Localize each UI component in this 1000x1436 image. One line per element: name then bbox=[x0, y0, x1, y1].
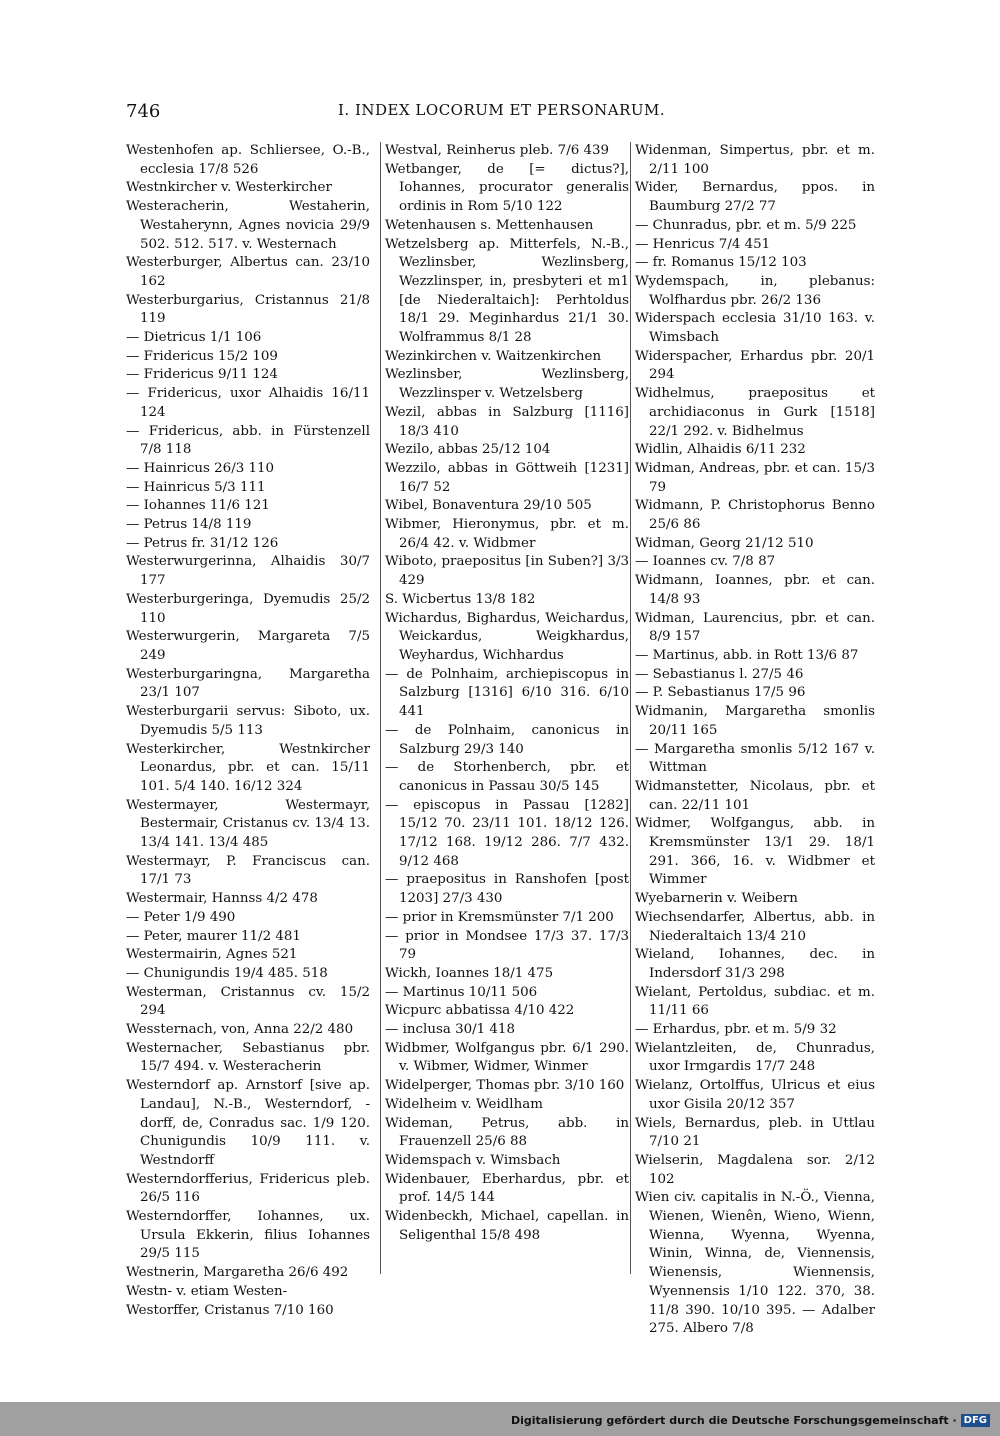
index-entry: Wicpurc abbatissa 4/10 422 bbox=[385, 1003, 575, 1019]
index-entry: — Fridericus, uxor Alhaidis 16/11 124 bbox=[126, 386, 370, 420]
index-entry: — Petrus fr. 31/12 126 bbox=[126, 535, 279, 551]
index-entry: Wieland, Iohannes, dec. in Indersdorf 31/3 298 bbox=[635, 947, 875, 981]
index-entry: Wichardus, Bighardus, Weichardus, Weickardus, Weigkhardus, Weyhardus, Wichhardus bbox=[385, 610, 629, 663]
index-entry: Wiboto, praepositus [in Suben?] 3/3 429 bbox=[385, 554, 629, 589]
index-entry: — de Polnhaim, archiepiscopus in Salzburg [1316] 6/10 316. 6/10 441 bbox=[385, 666, 629, 720]
index-entry: — inclusa 30/1 418 bbox=[385, 1022, 515, 1038]
index-entry: Wideman, Petrus, abb. in Frauenzell 25/6 88 bbox=[385, 1115, 629, 1150]
index-entry: Widenbauer, Eberhardus, pbr. et prof. 14/5 144 bbox=[385, 1171, 629, 1206]
index-entry: Westermairin, Agnes 521 bbox=[126, 947, 298, 963]
index-entry: — prior in Mondsee 17/3 37. 17/3 79 bbox=[385, 928, 629, 963]
index-entry: Wider, Bernardus, ppos. in Baumburg 27/2 77 bbox=[635, 180, 875, 215]
index-entry: Widman, Laurencius, pbr. et can. 8/9 157 bbox=[635, 610, 875, 645]
index-entry: Westerburgarii servus: Siboto, ux. Dyemudis 5/5 113 bbox=[126, 704, 370, 738]
dfg-logo-icon: DFG bbox=[961, 1414, 990, 1427]
index-entry: — Peter 1/9 490 bbox=[126, 909, 236, 925]
index-entry: Wielant, Pertoldus, subdiac. et m. 11/11 66 bbox=[635, 984, 875, 1019]
index-entry: — praepositus in Ranshofen [post 1203] 27/3 430 bbox=[385, 872, 629, 907]
index-entry: Widmanin, Margaretha smonlis 20/11 165 bbox=[635, 704, 875, 738]
index-entry: Widmanstetter, Nicolaus, pbr. et can. 22/11 101 bbox=[635, 778, 875, 813]
index-entry: Wezilo, abbas 25/12 104 bbox=[385, 442, 551, 458]
index-entry: Wetzelsberg ap. Mitterfels, N.-B., Wezlinsber, Wezlinsberg, Wezzlinsper, in, presbyteri et m1 [de Niederaltaich]: Perhtoldus 18/1 29. Meginhardus 21/1 30. Wolframmus 8/1 28 bbox=[385, 236, 629, 346]
index-entry: Westermayer, Westermayr, Bestermair, Cristanus cv. 13/4 13. 13/4 141. 13/4 485 bbox=[126, 797, 370, 851]
index-entry: — Iohannes 11/6 121 bbox=[126, 498, 270, 514]
index-entry: — de Polnhaim, canonicus in Salzburg 29/3 140 bbox=[385, 722, 629, 757]
index-entry: Wiels, Bernardus, pleb. in Uttlau 7/10 21 bbox=[635, 1115, 875, 1150]
index-entry: Westerndorf ap. Arnstorf [sive ap. Landau], N.-B., Westerndorf, -dorff, de, Conradus sac. 1/9 120. Chunigundis 10/9 111. v. Westndorff bbox=[126, 1078, 370, 1168]
index-entry: Wetbanger, de [= dictus?], Iohannes, procurator generalis ordinis in Rom 5/10 122 bbox=[385, 161, 629, 215]
page-number: 746 bbox=[126, 101, 161, 122]
index-entry: Wessternach, von, Anna 22/2 480 bbox=[126, 1022, 354, 1038]
index-entry: — de Storhenberch, pbr. et canonicus in Passau 30/5 145 bbox=[385, 760, 629, 794]
index-entry: Westerndorfferius, Fridericus pleb. 26/5 116 bbox=[126, 1171, 370, 1206]
index-column-3 bbox=[630, 142, 875, 1337]
index-entry: Wibmer, Hieronymus, pbr. et m. 26/4 42. v. Widbmer bbox=[385, 517, 629, 551]
index-entry: Widemspach v. Wimsbach bbox=[385, 1152, 561, 1168]
index-entry: Wydemspach, in, plebanus: Wolfhardus pbr. 26/2 136 bbox=[635, 273, 875, 308]
index-entry: Widhelmus, praepositus et archidiaconus in Gurk [1518] 22/1 292. v. Bidhelmus bbox=[635, 386, 875, 439]
index-entry: — Fridericus 9/11 124 bbox=[126, 367, 278, 383]
index-entry: — Henricus 7/4 451 bbox=[635, 236, 771, 252]
index-entry: Westerndorffer, Iohannes, ux. Ursula Ekkerin, filius Iohannes 29/5 115 bbox=[126, 1209, 370, 1262]
index-entry: — episcopus in Passau [1282] 15/12 70. 23/11 101. 18/12 126. 17/12 168. 19/12 286. 7/7 432. 9/12 468 bbox=[385, 797, 629, 869]
index-entry: Widenbeckh, Michael, capellan. in Seligenthal 15/8 498 bbox=[385, 1209, 629, 1243]
index-entry: Wezil, abbas in Salzburg [1116] 18/3 410 bbox=[385, 404, 629, 439]
index-entry: — fr. Romanus 15/12 103 bbox=[635, 255, 807, 271]
index-entry: Widerspacher, Erhardus pbr. 20/1 294 bbox=[635, 348, 875, 383]
index-entry: Wielanz, Ortolffus, Ulricus et eius uxor Gisila 20/12 357 bbox=[635, 1078, 875, 1112]
index-entry: — Chunigundis 19/4 485. 518 bbox=[126, 965, 328, 981]
index-entry: Westerwurgerinna, Alhaidis 30/7 177 bbox=[126, 554, 370, 589]
index-entry: Westermair, Hannss 4/2 478 bbox=[126, 891, 318, 907]
index-entry: — Petrus 14/8 119 bbox=[126, 517, 252, 533]
index-entry: Widlin, Alhaidis 6/11 232 bbox=[635, 442, 806, 458]
index-entry: Westnerin, Margaretha 26/6 492 bbox=[126, 1265, 349, 1281]
index-entry: Westenhofen ap. Schliersee, O.-B., ecclesia 17/8 526 bbox=[126, 143, 370, 177]
index-entry: — prior in Kremsmünster 7/1 200 bbox=[385, 909, 614, 925]
index-column-1 bbox=[126, 142, 370, 1320]
index-entry: Wien civ. capitalis in N.-Ö., Vienna, Wienen, Wienên, Wieno, Wienn, Wienna, Wyenna, Wyenna, Winin, Winna, de, Viennensis, Wienensis, Wiennensis, Wyennensis 1/10 122. 370, 38. 11/8 390. 10/10 395. — Adalber 275. Albero 7/8 bbox=[635, 1190, 875, 1337]
index-entry: — Hainricus 26/3 110 bbox=[126, 460, 275, 476]
index-entry: Wyebarnerin v. Weibern bbox=[635, 891, 798, 907]
index-entry: — Erhardus, pbr. et m. 5/9 32 bbox=[635, 1022, 837, 1038]
index-entry: Widmann, P. Christophorus Benno 25/6 86 bbox=[635, 498, 875, 533]
index-entry: Wickh, Ioannes 18/1 475 bbox=[385, 965, 554, 981]
index-column-2 bbox=[380, 142, 629, 1274]
index-entry: — Fridericus 15/2 109 bbox=[126, 348, 278, 364]
index-entry: — Fridericus, abb. in Fürstenzell 7/8 118 bbox=[126, 423, 370, 458]
index-entry: Wielantzleiten, de, Chunradus, uxor Irmgardis 17/7 248 bbox=[635, 1040, 875, 1075]
index-entry: Wetenhausen s. Mettenhausen bbox=[385, 217, 594, 233]
index-entry: Westerburgarius, Cristannus 21/8 119 bbox=[126, 292, 370, 327]
running-head: I. INDEX LOCORUM ET PERSONARUM. bbox=[338, 101, 666, 119]
index-entry: Westnkircher v. Westerkircher bbox=[126, 180, 332, 196]
index-entry: Wezlinsber, Wezlinsberg, Wezzlinsper v. Wetzelsberg bbox=[385, 367, 629, 402]
index-entry: — Hainricus 5/3 111 bbox=[126, 479, 266, 495]
index-entry: S. Wicbertus 13/8 182 bbox=[385, 591, 536, 607]
index-entry: Westerburgeringa, Dyemudis 25/2 110 bbox=[126, 591, 370, 626]
index-entry: Widmann, Ioannes, pbr. et can. 14/8 93 bbox=[635, 573, 875, 607]
index-entry: — Martinus, abb. in Rott 13/6 87 bbox=[635, 647, 859, 663]
index-entry: Wielserin, Magdalena sor. 2/12 102 bbox=[635, 1152, 875, 1187]
index-entry: Widerspach ecclesia 31/10 163. v. Wimsbach bbox=[635, 311, 875, 346]
funding-credit bbox=[511, 1414, 990, 1427]
index-entry: Wibel, Bonaventura 29/10 505 bbox=[385, 498, 592, 514]
index-entry: — Ioannes cv. 7/8 87 bbox=[635, 554, 776, 570]
index-entry: Westerkircher, Westnkircher Leonardus, pbr. et can. 15/11 101. 5/4 140. 16/12 324 bbox=[126, 741, 370, 794]
credit-text: Digitalisierung gefördert durch die Deutsche Forschungsgemeinschaft · bbox=[510, 1414, 957, 1427]
index-entry: Westval, Reinherus pleb. 7/6 439 bbox=[385, 143, 610, 158]
index-entry: Westorffer, Cristanus 7/10 160 bbox=[126, 1302, 334, 1318]
index-entry: Widenman, Simpertus, pbr. et m. 2/11 100 bbox=[635, 143, 875, 177]
index-entry: Wiechsendarfer, Albertus, abb. in Niederaltaich 13/4 210 bbox=[635, 909, 875, 944]
index-entry: Widmer, Wolfgangus, abb. in Kremsmünster 13/1 29. 18/1 291. 366, 16. v. Widbmer et Wimmer bbox=[635, 816, 875, 888]
index-entry: Wezzilo, abbas in Göttweih [1231] 16/7 52 bbox=[385, 460, 629, 495]
index-entry: Wezinkirchen v. Waitzenkirchen bbox=[385, 348, 602, 364]
index-entry: Westerman, Cristannus cv. 15/2 294 bbox=[126, 984, 370, 1019]
index-entry: Westerburgaringna, Margaretha 23/1 107 bbox=[126, 666, 370, 701]
index-entry: — Dietricus 1/1 106 bbox=[126, 330, 262, 346]
index-entry: Westerburger, Albertus can. 23/10 162 bbox=[126, 255, 370, 289]
index-entry: — Chunradus, pbr. et m. 5/9 225 bbox=[635, 217, 857, 233]
index-entry: Widelheim v. Weidlham bbox=[385, 1096, 543, 1112]
index-entry: Westerwurgerin, Margareta 7/5 249 bbox=[126, 629, 370, 663]
index-entry: Widelperger, Thomas pbr. 3/10 160 bbox=[385, 1078, 625, 1094]
index-entry: Widman, Georg 21/12 510 bbox=[635, 535, 814, 551]
index-entry: Westermayr, P. Franciscus can. 17/1 73 bbox=[126, 853, 370, 888]
index-entry: Widbmer, Wolfgangus pbr. 6/1 290. v. Wibmer, Widmer, Winmer bbox=[385, 1040, 629, 1075]
index-entry: — P. Sebastianus 17/5 96 bbox=[635, 685, 806, 701]
index-entry: Westn- v. etiam Westen- bbox=[126, 1283, 288, 1299]
index-entry: Widman, Andreas, pbr. et can. 15/3 79 bbox=[635, 460, 875, 495]
index-entry: Westeracherin, Westaherin, Westaherynn, Agnes novicia 29/9 502. 512. 517. v. Westernach bbox=[126, 199, 370, 252]
index-entry: — Sebastianus l. 27/5 46 bbox=[635, 666, 804, 682]
index-entry: — Peter, maurer 11/2 481 bbox=[126, 928, 301, 944]
index-entry: — Margaretha smonlis 5/12 167 v. Wittman bbox=[635, 741, 875, 776]
index-entry: Westernacher, Sebastianus pbr. 15/7 494. v. Westeracherin bbox=[126, 1040, 370, 1075]
index-entry: — Martinus 10/11 506 bbox=[385, 984, 538, 1000]
